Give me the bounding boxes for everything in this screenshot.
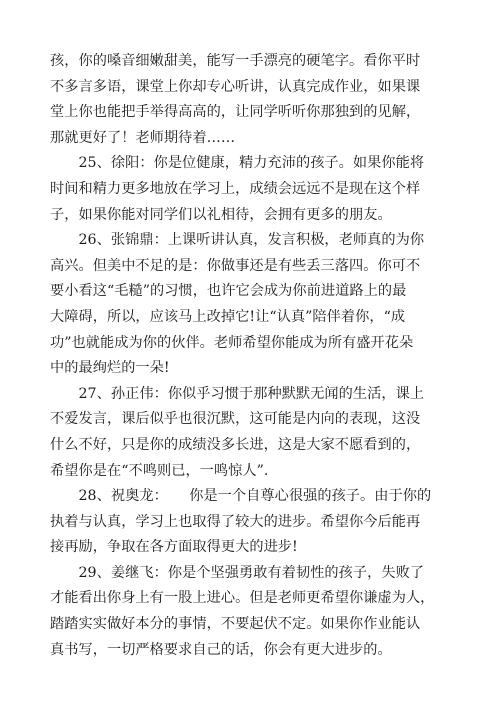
paragraph-27 <box>50 382 453 484</box>
text-line: 高兴。但美中不足的是：你做事还是有些丢三落四。你可不 <box>50 257 421 274</box>
text-line: 29、姜继飞：你是个坚强勇敢有着韧性的孩子，失败了 <box>50 564 425 581</box>
text-line: 28、祝奥龙： 你是一个自尊心很强的孩子。由于你的 <box>50 488 432 505</box>
text-line: 踏踏实实做好本分的事情，不要起伏不定。如果你作业能认 <box>50 616 421 633</box>
text-line: 执着与认真，学习上也取得了较大的进步。希望你今后能再 <box>50 513 421 530</box>
text-line: 25、徐阳：你是位健康，精力充沛的孩子。如果你能将 <box>50 155 425 172</box>
text-line: 才能看出你身上有一股上进心。但是老师更希望你谦虚为人， <box>50 590 435 607</box>
text-line: 那就更好了！老师期待着…… <box>50 129 236 146</box>
text-line: 要小看这“毛糙”的习惯，也许它会成为你前进道路上的最 <box>50 283 407 300</box>
text-line: 什么不好，只是你的成绩没多长进，这是大家不愿看到的， <box>50 436 421 453</box>
paragraph-25 <box>50 151 453 228</box>
text-line: 堂上你也能把手举得高高的，让同学听听你那独到的见解， <box>50 104 421 121</box>
text-line: 希望你是在“不鸣则已，一鸣惊人”. <box>50 462 269 479</box>
paragraph-26 <box>50 228 453 382</box>
text-line: 中的最绚烂的一朵! <box>50 360 170 377</box>
text-line: 孩，你的嗓音细嫩甜美，能写一手漂亮的硬笔字。看你平时 <box>50 53 421 69</box>
text-line: 26、张锦鼎：上课听讲认真，发言积极，老师真的为你 <box>50 232 425 249</box>
text-line: 子，如果你能对同学们以礼相待，会拥有更多的朋友。 <box>50 206 392 223</box>
text-line: 不多言多语，课堂上你却专心听讲，认真完成作业，如果课 <box>50 78 421 95</box>
text-line: 27、孙正伟：你似乎习惯于那种默默无闻的生活，课上 <box>50 385 425 402</box>
paragraph-29 <box>50 561 453 663</box>
text-line: 时间和精力更多地放在学习上，成绩会远远不是现在这个样 <box>50 180 421 197</box>
paragraph-24-continued <box>50 49 453 151</box>
text-line: 大障碍，所以，应该马上改掉它!让“认真”陪伴着你，“成 <box>50 308 406 325</box>
text-line: 不爱发言，课后似乎也很沉默，这可能是内向的表现，这没 <box>50 411 421 428</box>
text-line: 接再励，争取在各方面取得更大的进步! <box>50 539 298 556</box>
document-body <box>50 49 453 663</box>
text-line: 真书写，一切严格要求自己的话，你会有更大进步的。 <box>50 641 392 658</box>
text-line: 功”也就能成为你的伙伴。老师希望你能成为所有盛开花朵 <box>50 334 414 351</box>
paragraph-28 <box>50 484 453 561</box>
